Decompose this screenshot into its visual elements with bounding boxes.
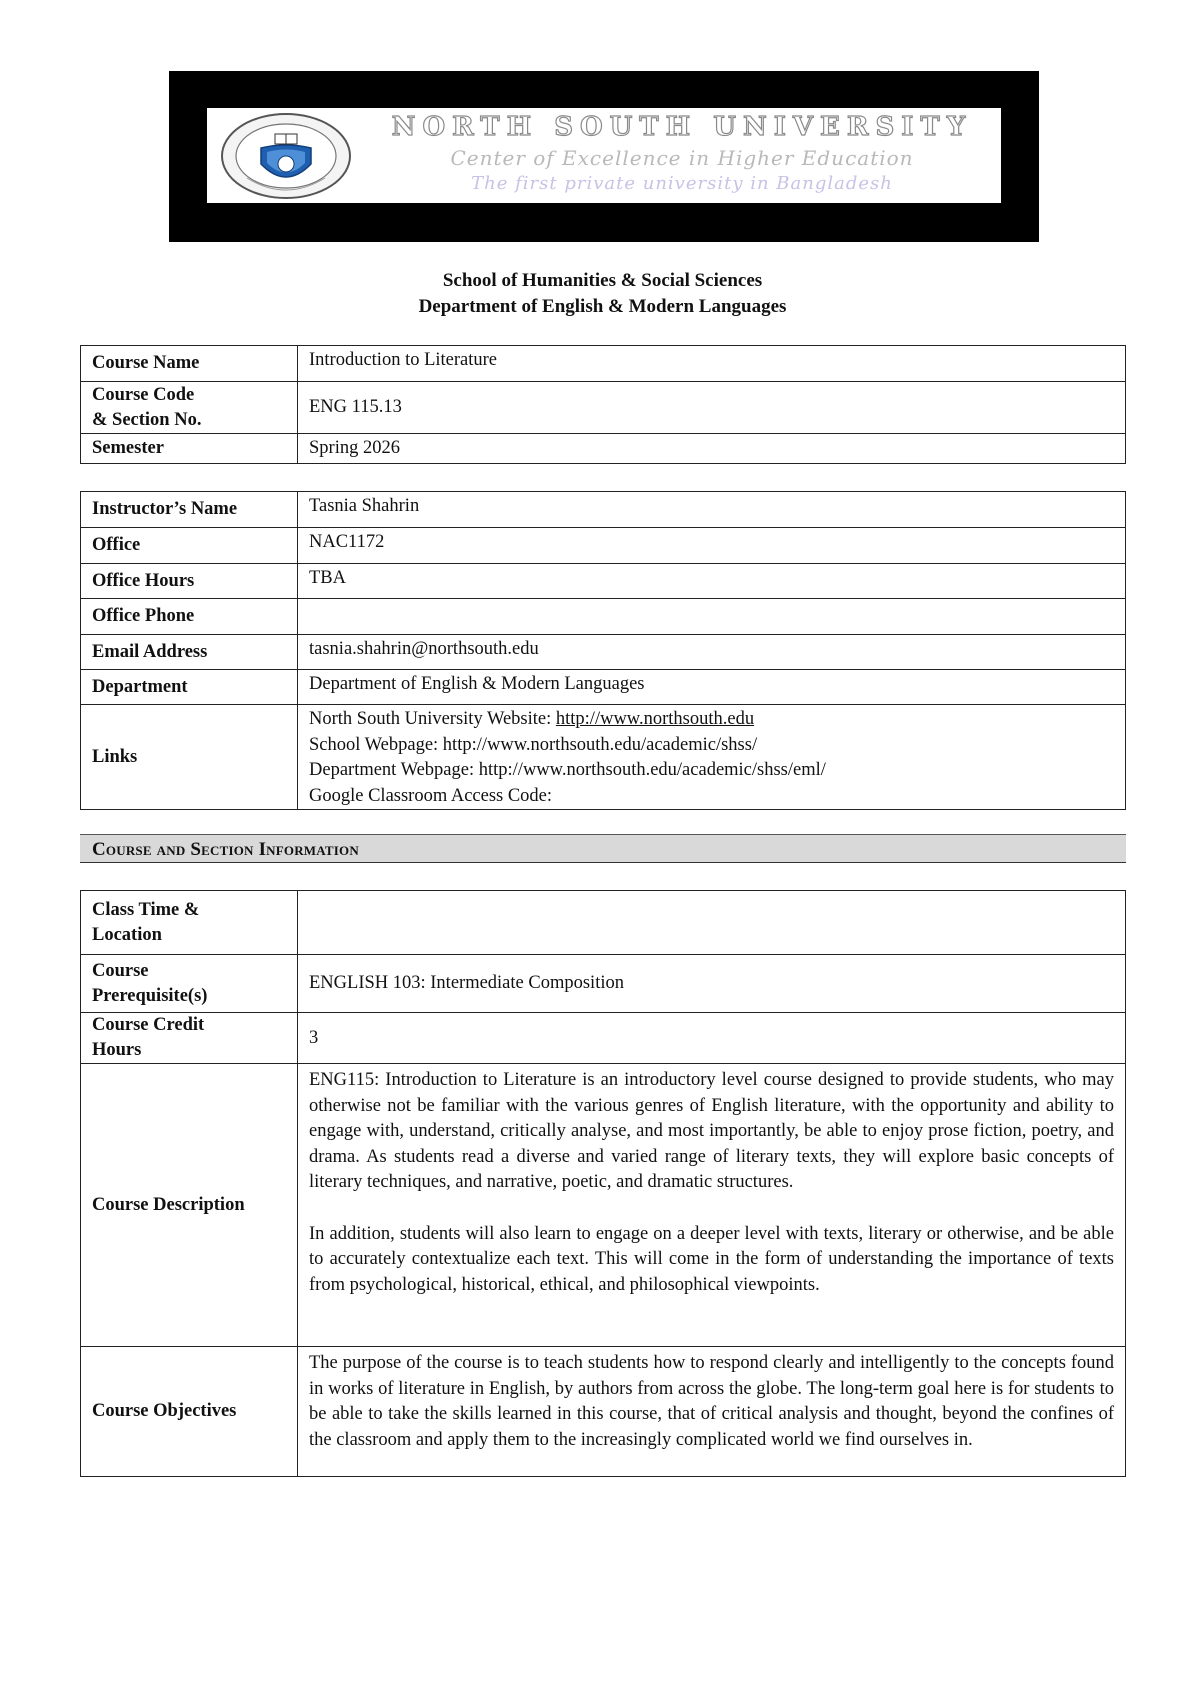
office-hours-value: TBA xyxy=(298,564,1126,599)
course-description-value xyxy=(298,1064,1126,1347)
table-row xyxy=(81,670,1126,705)
website-prefix: North South University Website: xyxy=(309,709,556,729)
credit-hours-label-line2: Hours xyxy=(92,1040,142,1060)
table-row xyxy=(81,564,1126,599)
department-value: Department of English & Modern Languages xyxy=(298,670,1126,705)
office-phone-label: Office Phone xyxy=(81,599,298,635)
course-description-paragraph-1: ENG115: Introduction to Literature is an introductory level course designed to provide students, who may otherwise not be familiar with the various genres of English literature, with the opportunity and ability to engage with, understand, critically analyse, and most importantly, be able to enjoy prose fiction, poetry, and drama. As students read a diverse and varied range of literary texts, they will explore basic concepts of literary techniques, and narrative, poetic, and dramatic structures. xyxy=(309,1070,1114,1193)
course-name-label: Course Name xyxy=(81,346,298,382)
prerequisite-label-line1: Course xyxy=(92,960,149,981)
prerequisite-label-line2: Prerequisite(s) xyxy=(92,985,208,1006)
table-row xyxy=(81,599,1126,635)
course-code-label-line1: Course Code xyxy=(92,384,195,405)
credit-hours-value: 3 xyxy=(298,1013,1126,1064)
table-row xyxy=(81,705,1126,810)
section-heading-bar xyxy=(80,834,1126,863)
university-seal-icon xyxy=(217,112,355,200)
office-label: Office xyxy=(81,528,298,564)
course-name-value: Introduction to Literature xyxy=(298,346,1126,382)
website-line xyxy=(309,707,1114,733)
instructor-name-value: Tasnia Shahrin xyxy=(298,492,1126,528)
semester-label: Semester xyxy=(81,434,298,464)
email-label: Email Address xyxy=(81,635,298,670)
table-row xyxy=(81,1013,1126,1064)
university-banner xyxy=(169,71,1039,242)
course-objectives-label: Course Objectives xyxy=(81,1347,298,1477)
class-time-label xyxy=(81,891,298,955)
course-section-table xyxy=(80,890,1126,1477)
links-label: Links xyxy=(81,705,298,810)
instructor-info-table xyxy=(80,491,1126,810)
instructor-name-label: Instructor’s Name xyxy=(81,492,298,528)
banner-logo-panel xyxy=(207,108,1001,203)
office-hours-label: Office Hours xyxy=(81,564,298,599)
table-row xyxy=(81,1347,1126,1477)
department-webpage-line[interactable]: Department Webpage: http://www.northsouth.edu/academic/shss/eml/ xyxy=(309,760,826,780)
course-code-label xyxy=(81,382,298,434)
department-label: Department xyxy=(81,670,298,705)
credit-hours-label xyxy=(81,1013,298,1064)
table-row xyxy=(81,492,1126,528)
class-time-value xyxy=(298,891,1126,955)
semester-value: Spring 2026 xyxy=(298,434,1126,464)
links-value xyxy=(298,705,1126,810)
table-row xyxy=(81,891,1126,955)
school-name: School of Humanities & Social Sciences xyxy=(442,270,763,291)
credit-hours-label-line1: Course Credit xyxy=(92,1015,205,1035)
table-row xyxy=(81,346,1126,382)
department-name: Department of English & Modern Languages xyxy=(418,296,787,317)
school-heading xyxy=(0,268,1200,320)
table-row xyxy=(81,434,1126,464)
table-row xyxy=(81,382,1126,434)
class-time-label-line2: Location xyxy=(92,924,162,945)
prerequisite-label xyxy=(81,955,298,1013)
course-description-label: Course Description xyxy=(81,1064,298,1347)
office-value: NAC1172 xyxy=(298,528,1126,564)
table-row xyxy=(81,528,1126,564)
university-name-wordmark: NORTH SOUTH UNIVERSITY xyxy=(391,112,973,142)
course-description-paragraph-2: In addition, students will also learn to engage on a deeper level with texts, literary or otherwise, and be able to accurately contextualize each text. This will come in the form of understanding the importance of texts from psychological, historical, ethical, and philosophical viewpoints. xyxy=(309,1223,1114,1295)
school-webpage-line[interactable]: School Webpage: http://www.northsouth.edu/academic/shss/ xyxy=(309,734,758,755)
class-time-label-line1: Class Time & xyxy=(92,899,200,920)
email-value[interactable]: tasnia.shahrin@northsouth.edu xyxy=(298,635,1126,670)
classroom-code-line: Google Classroom Access Code: xyxy=(309,785,553,806)
table-row xyxy=(81,635,1126,670)
course-code-label-line2: & Section No. xyxy=(92,409,202,430)
course-info-table xyxy=(80,345,1126,464)
prerequisite-value: ENGLISH 103: Intermediate Composition xyxy=(298,955,1126,1013)
table-row xyxy=(81,955,1126,1013)
office-phone-value xyxy=(298,599,1126,635)
website-link[interactable]: http://www.northsouth.edu xyxy=(555,709,755,729)
course-objectives-value: The purpose of the course is to teach students how to respond clearly and intelligently to the concepts found in works of literature in English, by authors from across the globe. The long-term goal here is for students to be able to take the skills learned in this course, that of critical analysis and thought, beyond the confines of the classroom and apply them to the increasingly complicated world we find ourselves in. xyxy=(298,1347,1126,1477)
university-subtagline: The first private university in Bangladesh xyxy=(471,173,893,194)
course-code-value: ENG 115.13 xyxy=(298,382,1126,434)
section-heading: Course and Section Information xyxy=(92,839,359,860)
table-row xyxy=(81,1064,1126,1347)
university-tagline: Center of Excellence in Higher Education xyxy=(450,146,914,170)
